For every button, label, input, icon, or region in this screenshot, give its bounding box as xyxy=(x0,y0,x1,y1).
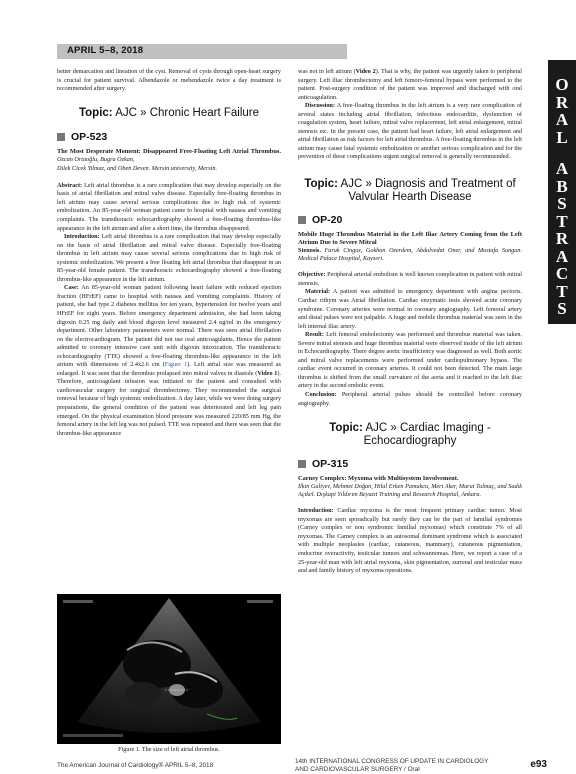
introduction-paragraph: Introduction: Cardiac myxoma is the most frequent primary cardiac tumor. Most myxomas are seen sporadically but rarely they can be the part of familial syndromes (Carney complex or non syndromic familial myxomas) which constitute 7% of all myxomas. The Carney complex is an autosomal dominant syndrome which is associated with multiple neoplasies (cardiac, cutaneous, mammary), cutaneous pigmentation, endocrine overactivity, testicular tumors and schwannomas. Here, we report a case of a 25-year-old man with left atrial myxoma, skin pigmentation, surrenal and testicular mass and and family history of myxoma operations. xyxy=(298,507,522,575)
side-tab-letter: S xyxy=(557,194,567,213)
side-tab-letter: T xyxy=(556,211,568,231)
right-column xyxy=(298,68,522,576)
echocardiography-figure xyxy=(57,594,281,744)
side-tab-letter: C xyxy=(555,264,569,283)
side-tab-letter: A xyxy=(555,110,569,129)
continued-case-paragraph: was not in left atrium (Video 2). That is why, the patient was urgently taken to peripheral surgery. Left iliac thrombectomy and left femoro-femoral bypass were performed to the patient. Post-surgery condition of the patient was improved and discharged with oral anticoagulation. xyxy=(298,68,522,101)
abstract-code: OP-315 xyxy=(298,460,522,469)
abstract-title: Mobile Huge Thrombus Material in the Left Iliac Artery Coming from the Left Atrium Due to Severe Mitral xyxy=(298,230,522,246)
side-tab-letter: O xyxy=(555,75,569,94)
journal-name: The American Journal of Cardiology® APRIL 5–8, 2018 xyxy=(57,762,214,769)
date-banner xyxy=(57,44,347,59)
continued-text: better demarcation and lineation of the cyst. Removal of cysts through open-heart surgery is crucial for patient survival. Albendazole or mebendazole twice a day treatment is recommended after surgery. xyxy=(57,68,281,93)
side-tab-word-oral xyxy=(548,76,576,146)
video-label: Video 2 xyxy=(355,68,376,75)
side-tab-letter: L xyxy=(556,127,568,147)
abstract-summary: Abstract: Left atrial thrombus is a rare complication that may develop especially on the basis of atrial fibrillation and mitral valve disease. Especially free-floating thrombus in left atrium may cause several serious complications due to high risk of systemic embolization. An 85-year-old woman patient came to hospital with nausea and vomiting complaints. The transthoracic echocardiography showed a free-floating thrombus-like appearance in the left atrium and after a short time, the thrombus disappeared. xyxy=(57,181,282,232)
abstract-code: OP-523 xyxy=(57,133,281,142)
page-footer xyxy=(57,760,547,774)
echo-image xyxy=(57,594,281,744)
video-label: Video 1 xyxy=(257,369,278,377)
side-tab-letter: S xyxy=(557,299,567,318)
abstract-title: The Most Desperate Moment: Disappeared Free-Floating Left Atrial Thrombus. Ozcan Ortaoğlu, Bugra Özkan, xyxy=(57,148,281,164)
case-paragraph: Case: An 85-year-old woman patient following heart failure with reduced ejection fraction (HFrEF) came to hospital with nausea and vomiting complaints. History of patient, she had type 2 diabetes mellitus for ten years, hypertension for twelve years and HFrEF for eight years. Before emergency department admission, she had been taking digoxin 0.25 mg daily and blood digoxin level measured 2.4 ng/ml in the emergency department. Other laboratory parameters were normal. There was seen atrial fibrillation on the electrocardiogram. The patient did not use oral anticoagulants. Hence the patient admitted to coronary intensive care unit with digoxin intoxication. The transthoracic echocardiography (TTE) showed a free-floating thrombus-like appearance in the left atrium with dimensions of 2.4x2.6 cm (Figure 1). Left atrial size was measured as enlarged. It was seen that the thrombus prolapsed into mitral valves in diastole (Video 1). Therefore, anticoagulant infusion was initiated to the patient and consulted with cardiovascular surgery for surgical thrombectomy. They recommended the surgical removal because of high systemic embolization. A day later, while we were doing surgery preparations, the general condition of the patient was deteriorated and left leg pain emerged. On the physical examination blood pressure was measured 220/85 mm Hg, the femoral artery in the left leg was not pulsed. TTE was repeated and there was seen that the thrombus-like appearance xyxy=(57,284,282,437)
side-tab-letter: R xyxy=(555,229,569,248)
figure-caption: Figure 1. The size of left atrial thrombus. xyxy=(118,746,220,753)
square-bullet-icon xyxy=(57,133,65,141)
square-bullet-icon xyxy=(298,460,306,468)
discussion-paragraph: Discussion: A free-floating thrombus in the left atrium is a very rare complication of several states including atrial fibrillation, infectious endocarditis, dysfunction of coagulation system, heart failure, mitral valve replacement, left atrial enlargement, mitral stenosis etc. In the present case, the patient had heart failure, left atrial enlargement and atrial fibrillation as risk factors for left atrial thrombus. A free-floating thrombus in the left atrium may cause fatal systemic embolization or another serious complication and for the prevention of these complications urgent surgical removal is generally recommended. xyxy=(298,102,522,161)
abstract-authors: Stenosis. Faruk Cingoz, Gokhan Ozerdem, Abdulvedat Oner, and Mustafa Sungun. Medical Palace Hospital, Kayseri. xyxy=(298,246,523,263)
page-number: e93 xyxy=(530,759,547,770)
topic-heading: Topic: AJC » Diagnosis and Treatment of Valvular Hearth Disease xyxy=(304,178,516,204)
topic-heading: Topic: AJC » Chronic Heart Failure xyxy=(78,106,260,119)
material-paragraph: Material: A patient was admitted to emergency department with angina pectoris. Cardiac rithym was Atrial fibrillation. Cardiac enzymatic tests showed acute coronary syndrome. Coronary arteries were normal in coronary angiography. Left femoral artery and distal pulses were not palpable. A huge and mobile thrombus material was seen in the left internal iliac artery. xyxy=(298,288,522,330)
side-tab-letter: B xyxy=(556,176,568,196)
side-tab-letter: A xyxy=(555,159,569,178)
introduction-paragraph: Introduction: Left atrial thrombus is a rare complication that may develop especially on the basis of atrial fibrillation and mitral valve disease. Especially free-floating thrombus in left atrium may cause several serious complications due to high risk of systemic embolization. We present a free floating left atrial thrombus that disappear in an 85-year-old female patient. The transthoracic echocardiography showed a free-floating thrombus-like appearance in the left atrium. xyxy=(57,233,282,283)
abstract-authors: Dilek Cicek Yilmaz, and Oben Deven. Mersin university, Mersin. xyxy=(57,164,218,172)
side-tab-letter: T xyxy=(556,281,568,301)
conclusion-paragraph: Conclusion: Peripheral arterial pulses should be controlled before coronary angiography. xyxy=(298,391,522,407)
side-tab-letter: R xyxy=(555,92,569,112)
left-column xyxy=(57,68,281,438)
figure-link[interactable]: Figure 1 xyxy=(164,361,188,369)
side-tab-letter: A xyxy=(555,246,569,266)
abstract-code: OP-20 xyxy=(298,216,522,225)
topic-heading: Topic: AJC » Cardiac Imaging - Echocardiography xyxy=(329,422,491,448)
date-text: APRIL 5–8, 2018 xyxy=(67,45,144,56)
section-side-tab xyxy=(548,60,576,324)
abstract-title: Carney Complex: Myxoma with Multisystem Involvement. xyxy=(298,474,459,482)
objective-paragraph: Objective: Peripheral arterial embolism is well known complication in patient with mitral stenosis. xyxy=(298,271,522,287)
square-bullet-icon xyxy=(298,216,306,224)
result-paragraph: Result: Left femoral embolectomy was performed and thrombus material was taken. Severe mitral stenosis and huge thrombus material were observed inside of the left atrium in Echocardiography. There degree aortic insufficiency was diagnosed as well. Both aortic and mitral valve replacements were performed under cardiopulmonary bypass. The cardiac event occurred in coronary arteries. It could not been detected. The main large thrombus is shifted from the small curvature of the aorta and it reached to the left iliac artery in the second embolic event. xyxy=(298,331,522,390)
congress-name: 14th INTERNATIONAL CONGRESS OF UPDATE IN CARDIOLOGY AND CARDIOVASCULAR SURGERY / Oral xyxy=(295,758,489,773)
abstract-authors: Ilkin Guliyev, Mehmet Doğan, Hilal Erken Pamukcu, Mert Aker, Murat Tulmaç, and Sadık Açikel. Dışkapi Yıldırım Beyazıt Training and Research Hospital, Ankara. xyxy=(298,482,522,499)
side-tab-word-abstracts xyxy=(548,160,576,318)
